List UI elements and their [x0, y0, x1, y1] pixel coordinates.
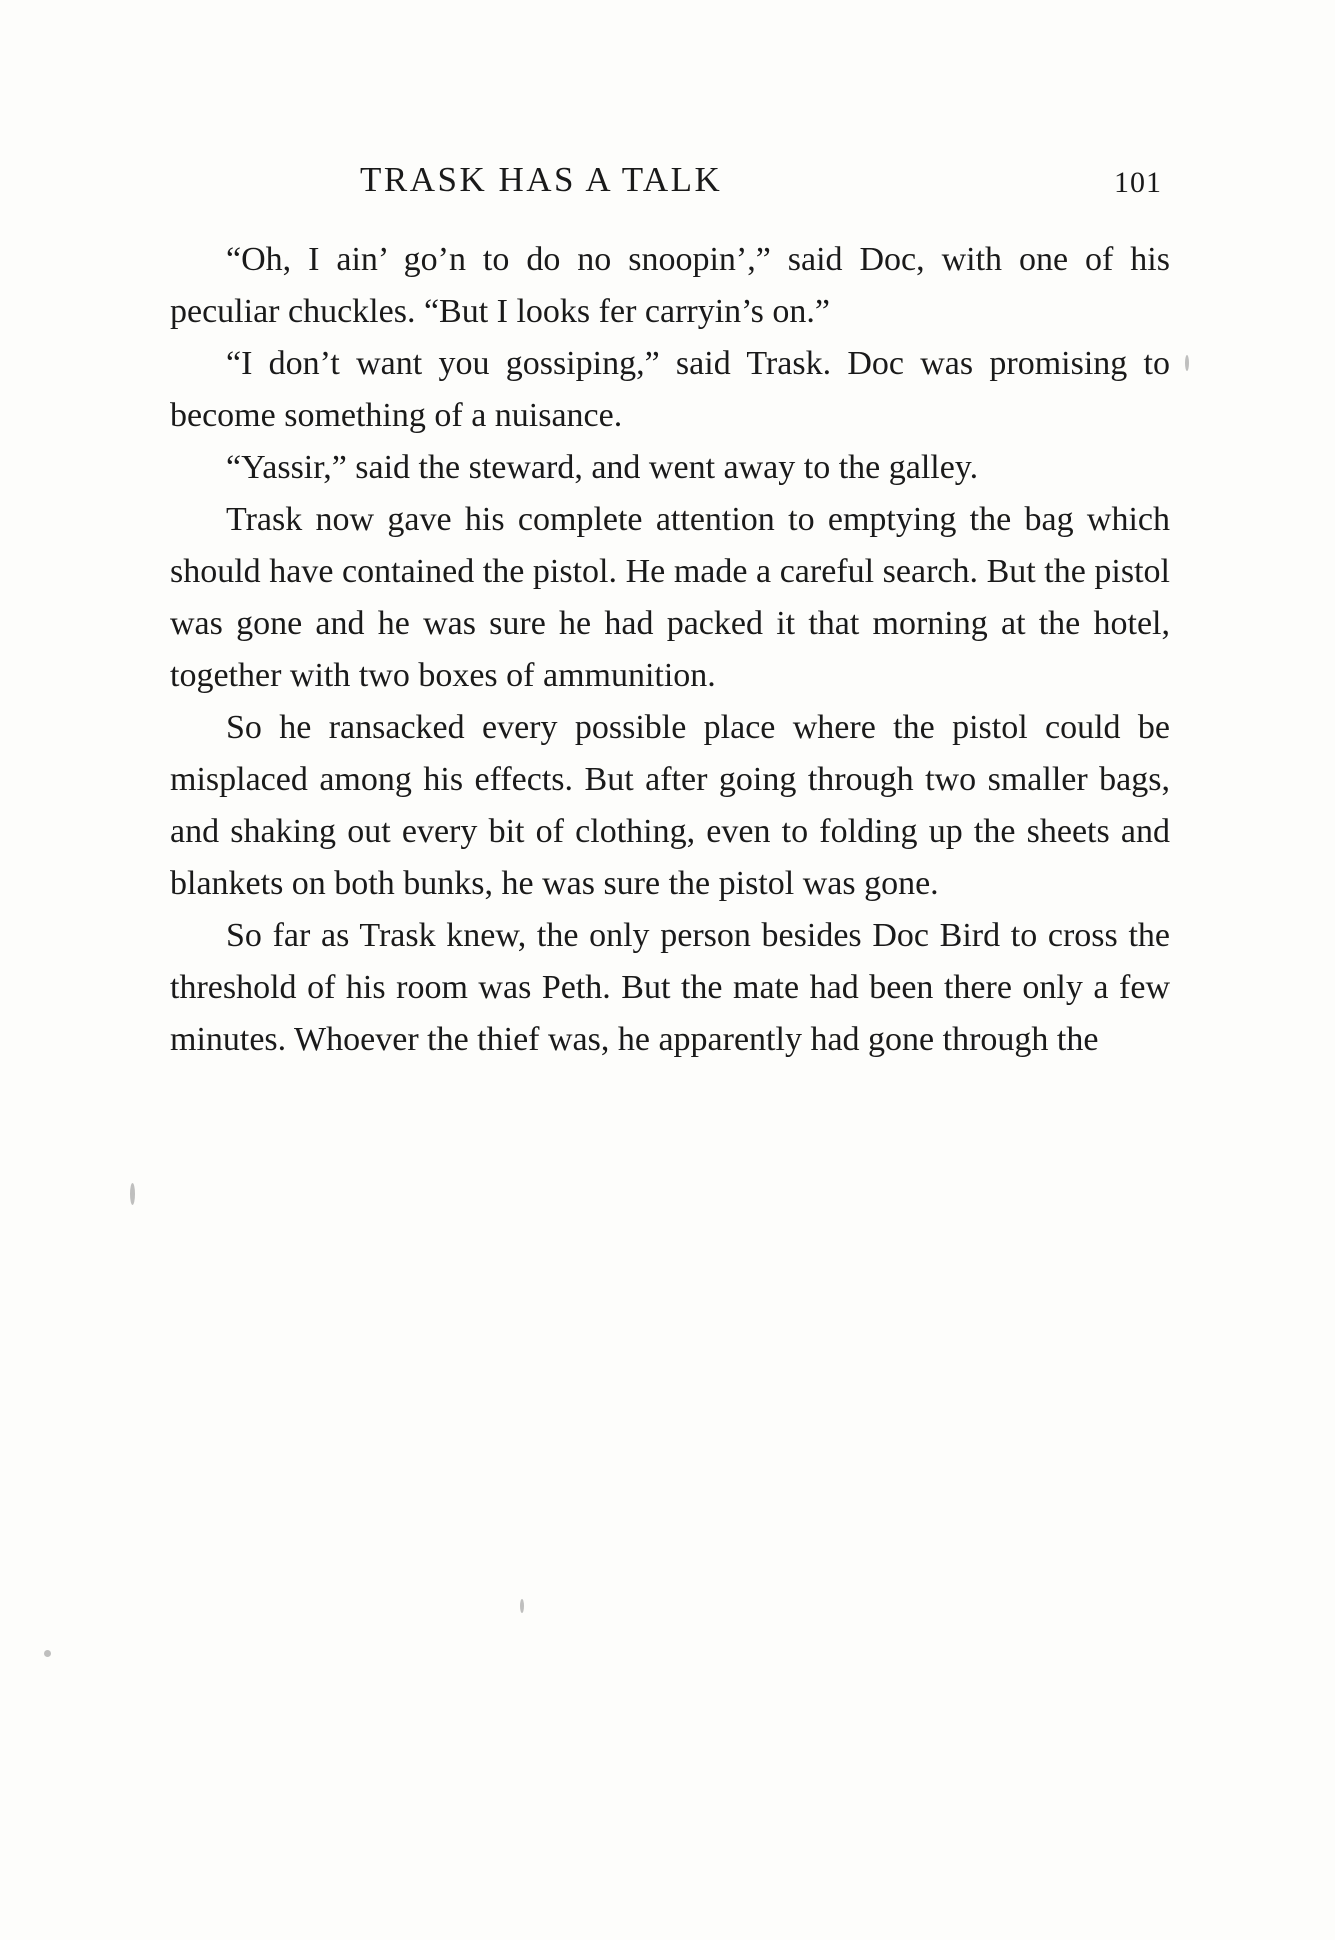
page-content: [170, 160, 1170, 1066]
running-head: [170, 160, 1170, 200]
scan-speck: [130, 1183, 135, 1205]
scan-speck: [1185, 355, 1189, 371]
scan-speck: [520, 1599, 524, 1613]
paragraph: “Oh, I ain’ go’n to do no snoopin’,” said Doc, with one of his peculiar chuckles. “But I looks fer carryin’s on.”: [170, 241, 1170, 330]
page-title: TRASK HAS A TALK: [360, 160, 723, 199]
page-number: 101: [1114, 166, 1162, 199]
paragraph: “I don’t want you gossiping,” said Trask. Doc was promising to become something of a nuisance.: [170, 345, 1170, 434]
paragraph: So far as Trask knew, the only person besides Doc Bird to cross the threshold of his room was Peth. But the mate had been there only a few minutes. Whoever the thief was, he apparently had gone through the: [170, 917, 1170, 1058]
paragraph: So he ransacked every possible place where the pistol could be misplaced among his effects. But after going through two smaller bags, and shaking out every bit of clothing, even to folding up the sheets and blankets on both bunks, he was sure the pistol was gone.: [170, 709, 1170, 902]
paragraph: “Yassir,” said the steward, and went away to the galley.: [226, 449, 979, 486]
paragraph: Trask now gave his complete attention to emptying the bag which should have contained the pistol. He made a careful search. But the pistol was gone and he was sure he had packed it that morning at the hotel, together with two boxes of ammunition.: [170, 501, 1170, 694]
scan-speck: [44, 1650, 51, 1657]
body-text: [170, 234, 1170, 1066]
